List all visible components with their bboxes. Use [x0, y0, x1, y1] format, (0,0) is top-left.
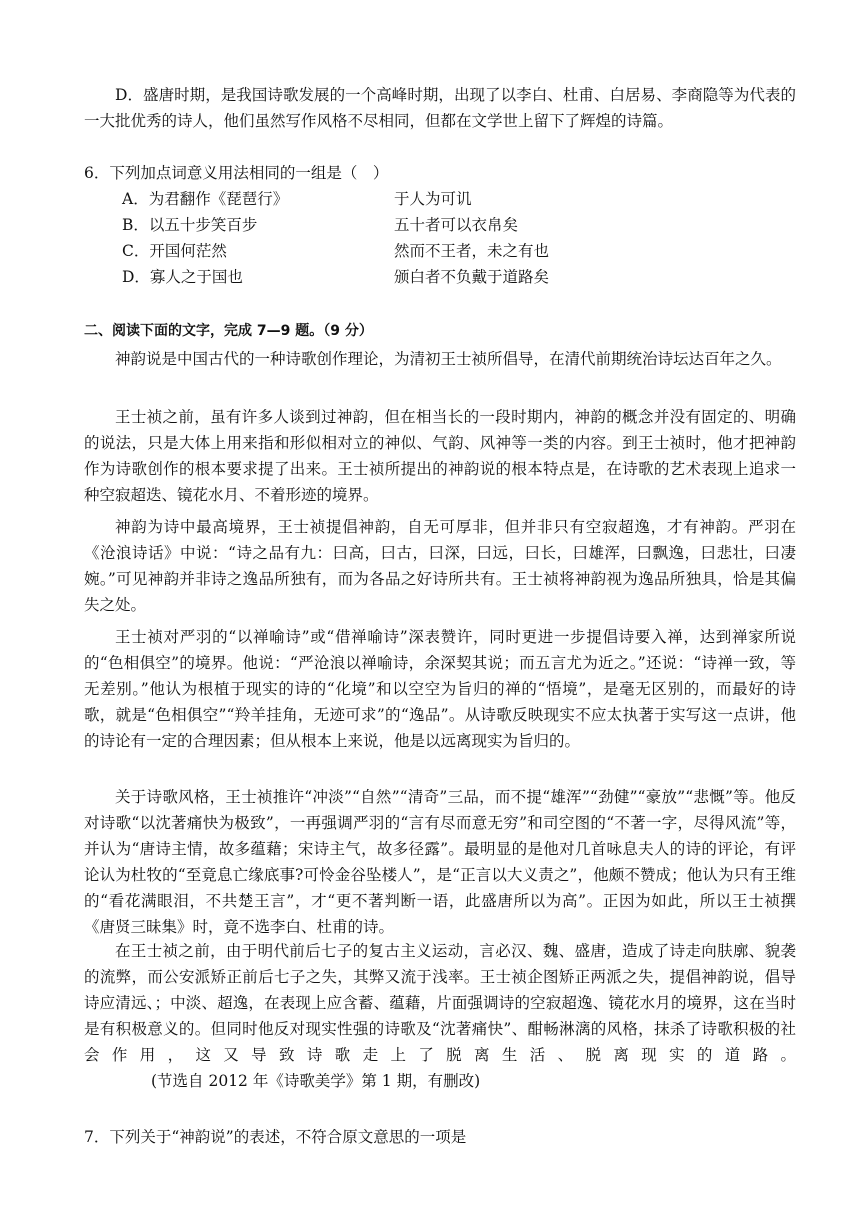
passage-paragraph-5: 关于诗歌风格，王士祯推许“冲淡”“自然”“清奇”三品，而不提“雄浑”“劲健”“豪放”“悲慨”等。他反对诗歌“以沈著痛快为极致”，一再强调严羽的“言有尽而意无穷”和司空图的“不著一字，尽得风流”等，并认为“唐诗主情，故多蕴藉；宋诗主气，故多径露”。最明显的是他对几首咏息夫人的诗的评论，有评论认为杜牧的“至竟息亡缘底事?可怜金谷坠楼人”，是“正言以大义责之”，他颇不赞成；他认为只有王维的“看花满眼泪，不共楚王言”，才“更不著判断一语，此盛唐所以为高”。正因为如此，所以王士祯撰《唐贤三昧集》时，竟不选李白、杜甫的诗。	[84, 788, 796, 936]
option-d-right: 颁白者不负戴于道路矣	[394, 268, 550, 286]
option-c-left: C．开国何茫然	[122, 242, 227, 260]
passage-paragraph-1: 神韵说是中国古代的一种诗歌创作理论，为清初王士祯所倡导，在清代前期统治诗坛达百年之久。	[115, 350, 782, 368]
question-6-option-a	[122, 186, 822, 212]
passage-source-note: (节选自 2012 年《诗歌美学》第 1 期，有删改)	[151, 1072, 481, 1090]
option-d-previous-question: D．盛唐时期，是我国诗歌发展的一个高峰时期，出现了以李白、杜甫、白居易、李商隐等为代表的一大批优秀的诗人，他们虽然写作风格不尽相同，但都在文学世上留下了辉煌的诗篇。	[84, 86, 796, 130]
passage-paragraph-6	[84, 938, 796, 1094]
option-c-right: 然而不王者，未之有也	[394, 242, 550, 260]
question-6-option-d	[122, 264, 822, 290]
question-6-option-b	[122, 212, 822, 238]
option-d-left: D．寡人之于国也	[122, 268, 243, 286]
option-b-left: B．以五十步笑百步	[122, 216, 258, 234]
option-a-left: A．为君翻作《琵琶行》	[122, 190, 289, 208]
option-b-right: 五十者可以衣帛矣	[394, 216, 519, 234]
question-6-option-c	[122, 238, 822, 264]
passage-paragraph-3: 神韵为诗中最高境界，王士祯提倡神韵，自无可厚非，但并非只有空寂超逸，才有神韵。严羽在《沧浪诗话》中说：“诗之品有九：曰高，曰古，曰深，曰远，曰长，曰雄浑，曰飘逸，曰悲壮，曰凄婉。”可见神韵并非诗之逸品所独有，而为各品之好诗所共有。王士祯将神韵视为逸品所独具，恰是其偏失之处。	[84, 518, 796, 614]
section-2-heading: 二、阅读下面的文字，完成 7—9 题。（9 分）	[84, 323, 373, 339]
option-a-right: 于人为可讥	[394, 190, 472, 208]
question-6-stem: 6．下列加点词意义用法相同的一组是（ ）	[84, 164, 389, 182]
question-7-stem: 7．下列关于“神韵说”的表述，不符合原文意思的一项是	[84, 1128, 467, 1146]
passage-paragraph-6-text: 在王士祯之前，由于明代前后七子的复古主义运动，言必汉、魏、盛唐，造成了诗走向肤廓、貌袭的流弊，而公安派矫正前后七子之失，其弊又流于浅率。王士祯企图矫正两派之失，提倡神韵说，倡导诗应清远、；中淡、超逸，在表现上应含蓄、蕴藉，片面强调诗的空寂超逸、镜花水月的境界，这在当时是有积极意义的。但同时他反对现实性强的诗歌及“沈著痛快”、酣畅淋漓的风格，抹杀了诗歌积极的社会作用，这又导致诗歌走上了脱离生活、脱离现实的道路。	[84, 942, 796, 1064]
passage-paragraph-2: 王士祯之前，虽有许多人谈到过神韵，但在相当长的一段时期内，神韵的概念并没有固定的、明确的说法，只是大体上用来指和形似相对立的神似、气韵、风神等一类的内容。到王士祯时，他才把神韵作为诗歌创作的根本要求提了出来。王士祯所提出的神韵说的根本特点是，在诗歌的艺术表现上追求一种空寂超迭、镜花水月、不着形迹的境界。	[84, 408, 796, 504]
passage-paragraph-4: 王士祯对严羽的“以禅喻诗”或“借禅喻诗”深表赞许，同时更进一步提倡诗要入禅，达到禅家所说的“色相俱空”的境界。他说：“严沧浪以禅喻诗，余深契其说；而五言尤为近之。”还说：“诗禅一致，等无差别。”他认为根植于现实的诗的“化境”和以空空为旨归的禅的“悟境”，是毫无区别的，而最好的诗歌，就是“色相俱空”“羚羊挂角，无迹可求”的“逸品”。从诗歌反映现实不应太执著于实写这一点讲，他的诗论有一定的合理因素；但从根本上来说，他是以远离现实为旨归的。	[84, 628, 796, 750]
